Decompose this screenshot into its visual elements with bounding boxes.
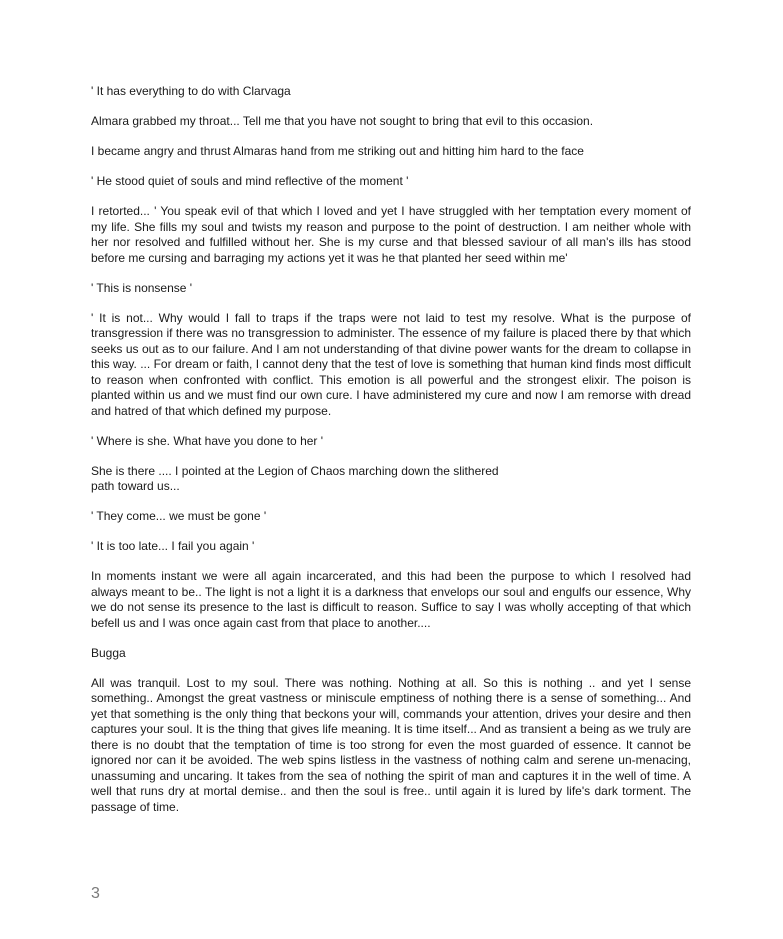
paragraph: All was tranquil. Lost to my soul. There was nothing. Nothing at all. So this is nothing .. and yet I sense something.. Amongst the great vastness or miniscule emptiness of nothing there is a sense of something... And yet that something is the only thing that beckons your will, commands your attention, drives your desire and then captures your soul. It is the thing that gives life meaning. It is time itself... And as transient a being as we truly are there is no doubt that the temptation of time is too strong for even the most guarded of essence. It cannot be ignored nor can it be avoided. The web spins listless in the vastness of nothing calm and serene un-menacing, unassuming and uncaring. It takes from the sea of nothing the spirit of man and captures it in the well of time. A well that runs dry at mortal demise.. and then the soul is free.. until again it is lured by life's dark torment. The passage of time. <box>91 675 691 814</box>
paragraph: I retorted... ' You speak evil of that which I loved and yet I have struggled with her temptation every moment of my life. She fills my soul and twists my reason and purpose to the point of destruction. I am neither whole with her nor resolved and fulfilled without her. She is my curse and that blessed saviour of all man's ills has stood before me cursing and barraging my actions yet it was he that planted her seed within me' <box>91 204 691 265</box>
paragraph: ' Where is she. What have you done to her ' <box>91 433 324 448</box>
paragraph: In moments instant we were all again incarcerated, and this had been the purpose to which I resolved had always meant to be.. The light is not a light it is a darkness that envelops our soul and engulfs our essence, Why we do not sense its presence to the last is difficult to reason. Suffice to say I was wholly accepting of that which befell us and I was once again cast from that place to another.... <box>91 569 691 630</box>
paragraph: ' It is too late... I fail you again ' <box>91 539 255 553</box>
paragraph: ' They come... we must be gone ' <box>91 509 267 523</box>
paragraph: ' It has everything to do with Clarvaga <box>91 84 291 98</box>
body-text <box>91 84 691 830</box>
paragraph: ' It is not... Why would I fall to traps if the traps were not laid to test my resolve. What is the purpose of transgression if there was no transgression to administer. The essence of my failure is placed there by that which seeks us out as to our failure. And I am not understanding of that divine power wants for the dream to collapse in this way. ... For dream or faith, I cannot deny that the test of love is something that human kind finds most difficult to reason when confronted with conflict. This emotion is all powerful and the strongest elixir. The poison is planted within us and we must find our own cure. I have administered my cure and now I am remorse with dread and hatred of that which defined my purpose. <box>91 310 691 418</box>
section-heading: Bugga <box>91 645 126 660</box>
paragraph: ' He stood quiet of souls and mind reflective of the moment ' <box>91 174 409 188</box>
page-number: 3 <box>91 885 100 902</box>
paragraph: She is there .... I pointed at the Legion of Chaos marching down the slithered <box>91 463 499 478</box>
paragraph: ' This is nonsense ' <box>91 280 193 295</box>
paragraph: I became angry and thrust Almaras hand from me striking out and hitting him hard to the face <box>91 144 584 158</box>
paragraph: Almara grabbed my throat... Tell me that you have not sought to bring that evil to this occasion. <box>91 114 594 128</box>
paragraph: path toward us... <box>91 479 180 493</box>
